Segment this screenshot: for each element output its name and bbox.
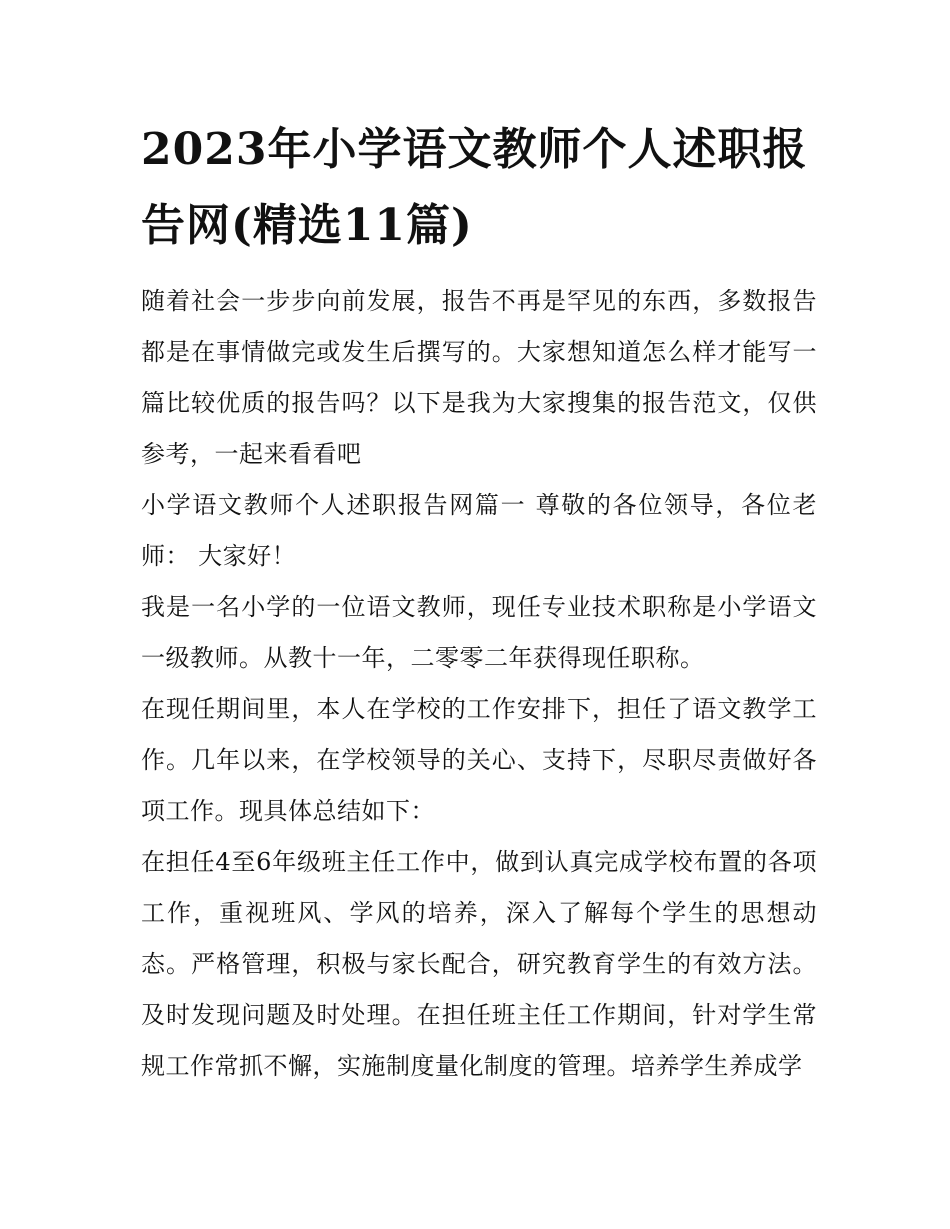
document-title: 2023年小学语文教师个人述职报告网(精选11篇): [141, 124, 808, 251]
paragraph-overview: 在现任期间里，本人在学校的工作安排下，担任了语文教学工作。几年以来，在学校领导的关心、支持下，尽职尽责做好各项工作。现具体总结如下：: [141, 695, 817, 825]
paragraph-class-teacher-work: 在担任4至6年级班主任工作中，做到认真完成学校布置的各项工作，重视班风、学风的培养，深入了解每个学生的思想动态。严格管理，积极与家长配合，研究教育学生的有效方法。及时发现问题及时处理。在担任班主任工作期间，针对学生常规工作常抓不懈，实施制度量化制度的管理。培养学生养成学: [141, 848, 817, 1080]
document-page: [141, 112, 817, 1092]
paragraph-intro: 随着社会一步步向前发展，报告不再是罕见的东西，多数报告都是在事情做完或发生后撰写的。大家想知道怎么样才能写一篇比较优质的报告吗？以下是我为大家搜集的报告范文，仅供参考，一起来看看吧: [141, 287, 817, 468]
paragraph-greeting: 小学语文教师个人述职报告网篇一 尊敬的各位领导，各位老师： 大家好！: [141, 491, 817, 570]
paragraph-self-intro: 我是一名小学的一位语文教师，现任专业技术职称是小学语文一级教师。从教十一年，二零零二年获得现任职称。: [141, 593, 817, 672]
